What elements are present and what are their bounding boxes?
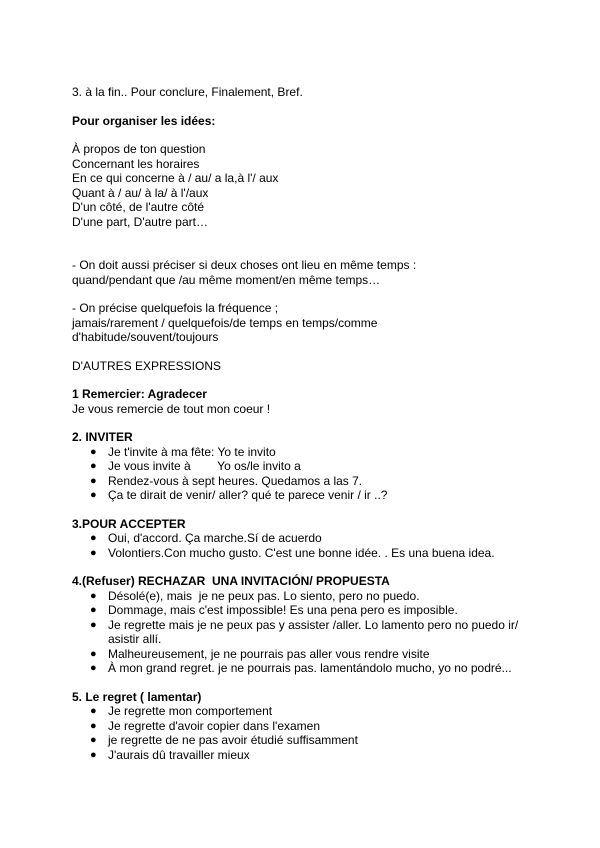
bullet-icon: ● <box>90 474 97 487</box>
bullet-icon: ● <box>90 445 97 458</box>
bullet-icon: ● <box>90 705 97 717</box>
section2-list <box>72 445 562 503</box>
bullet-icon: ● <box>90 604 97 616</box>
bullet-icon: ● <box>90 618 97 631</box>
bullet-icon: ● <box>90 460 97 472</box>
section1-line: Je vous remercie de tout mon coeur ! <box>72 401 271 416</box>
bullet-icon: ● <box>90 647 97 660</box>
list-item: ● Je regrette mais je ne peux pas y assister /aller. Lo lamento pero no puedo ir/ asistir allí. <box>90 617 519 646</box>
list-item: ● Rendez-vous à sept heures. Quedamos a las 7. <box>90 473 363 488</box>
bullet-icon: ● <box>90 719 97 732</box>
bullet-icon: ● <box>90 662 97 674</box>
organize-line: À propos de ton question <box>72 142 206 156</box>
frequency-line: d'habitude/souvent/toujours <box>72 330 219 344</box>
simultaneity-line: - On doit aussi préciser si deux choses ont lieu en même temps : <box>72 258 417 272</box>
organize-heading: Pour organiser les idées: <box>72 113 216 128</box>
bullet-icon: ● <box>90 734 97 746</box>
section3-list <box>72 531 562 560</box>
section3-heading: 3.POUR ACCEPTER <box>72 516 186 531</box>
organize-line: D'un côté, de l'autre côté <box>72 200 204 214</box>
list-item: ● Je regrette d'avoir copier dans l'examen <box>90 718 321 733</box>
frequency-line: jamais/rarement / quelquefois/de temps en temps/comme <box>72 315 378 330</box>
list-item: ● Désolé(e), mais je ne peux pas. Lo siento, pero no puedo. <box>90 588 420 603</box>
organize-line: En ce qui concerne à / au/ a la,à l'/ aux <box>72 171 279 185</box>
section2-heading: 2. INVITER <box>72 430 133 444</box>
section4-heading: 4.(Refuser) RECHAZAR UNA INVITACIÓN/ PROPUESTA <box>72 574 390 588</box>
list-item: ● Dommage, mais c'est impossible! Es una pena pero es imposible. <box>90 603 458 617</box>
list-item: ● Je regrette mon comportement <box>90 704 273 718</box>
other-expressions-heading: D'AUTRES EXPRESSIONS <box>72 358 221 373</box>
frequency-line: - On précise quelquefois la fréquence ; <box>72 301 279 315</box>
organize-line: Concernant les horaires <box>72 156 200 171</box>
list-item: ● J'aurais dû travailler mieux <box>90 747 250 762</box>
list-item: ● Je t'invite à ma fête: Yo te invito <box>90 444 276 459</box>
document-page <box>72 85 562 762</box>
organize-line: Quant à / au/ à la/ à l'/aux <box>72 185 209 200</box>
bullet-icon: ● <box>90 589 97 602</box>
list-item: ● Malheureusement, je ne pourrais pas aller vous rendre visite <box>90 646 430 661</box>
section1-heading: 1 Remercier: Agradecer <box>72 387 207 401</box>
section5-heading: 5. Le regret ( lamentar) <box>72 689 202 704</box>
simultaneity-line: quand/pendant que /au même moment/en même temps… <box>72 272 381 287</box>
list-item: ● À mon grand regret. je ne pourrais pas. lamentándolo mucho, yo no podré... <box>90 661 512 675</box>
simultaneity-paragraph <box>72 258 562 287</box>
bullet-icon: ● <box>90 532 97 544</box>
organize-list <box>72 142 562 229</box>
list-item: ● Volontiers.Con mucho gusto. C'est une bonne idée. . Es una buena idea. <box>90 545 495 560</box>
list-item: ● Oui, d'accord. Ça marche.Sí de acuerdo <box>90 531 322 545</box>
section4-list <box>72 589 562 676</box>
bullet-icon: ● <box>90 546 97 559</box>
list-item: ● Ça te dirait de venir/ aller? qué te parece venir / ir ..? <box>90 488 388 502</box>
bullet-icon: ● <box>90 489 97 501</box>
organize-line: D'une part, D'autre part… <box>72 214 208 229</box>
section5-list <box>72 704 562 762</box>
intro-line: 3. à la fin.. Pour conclure, Finalement, Bref. <box>72 85 303 99</box>
bullet-icon: ● <box>90 748 97 761</box>
list-item: ● Je vous invite à Yo os/le invito a <box>90 459 301 473</box>
list-item: ● je regrette de ne pas avoir étudié suffisamment <box>90 733 358 747</box>
frequency-paragraph <box>72 301 562 345</box>
